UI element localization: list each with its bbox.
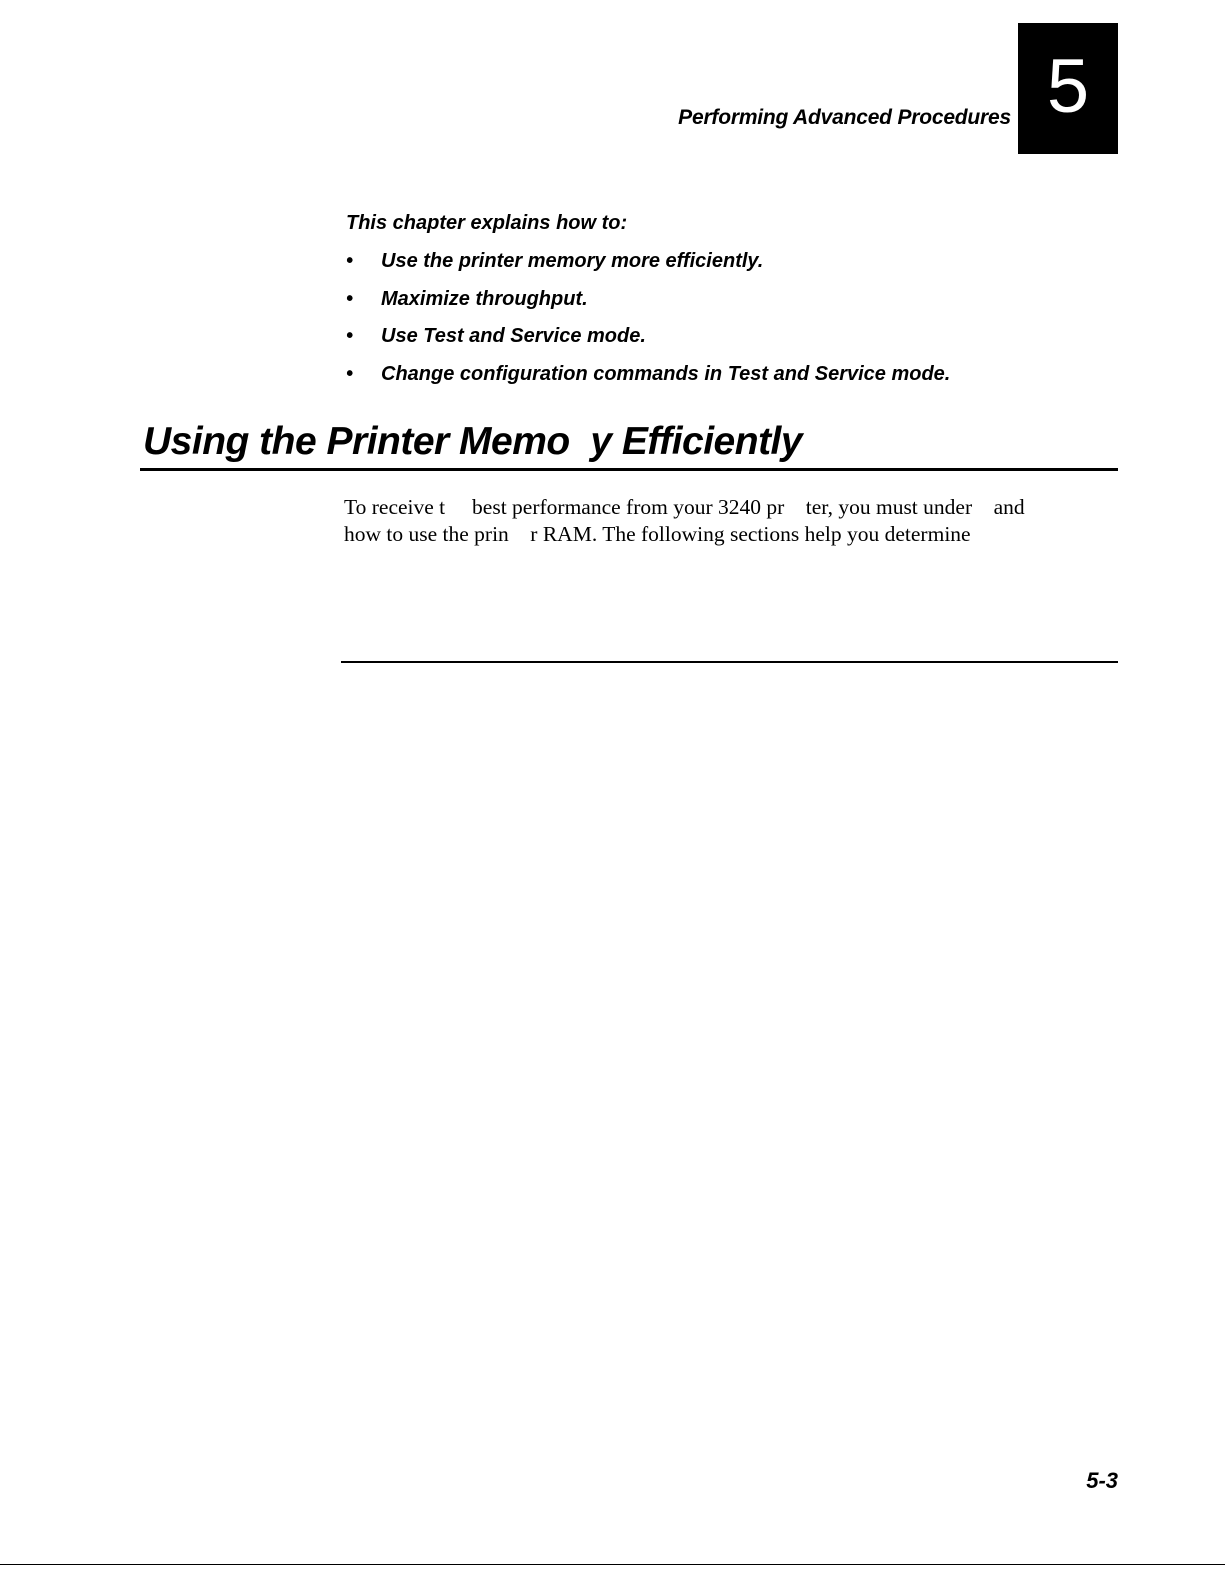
- bullet-icon: •: [346, 250, 354, 272]
- list-item-text: Change configuration commands in Test and Service mode.: [381, 362, 951, 385]
- list-item: [346, 363, 950, 401]
- section-heading-rule: [140, 468, 1118, 471]
- list-item-text: Maximize throughput.: [381, 287, 588, 310]
- list-item-text: Use Test and Service mode.: [381, 325, 646, 347]
- list-item: [346, 288, 950, 326]
- running-header-title: Performing Advanced Procedures: [678, 106, 1011, 129]
- page-bottom-rule: [0, 1564, 1225, 1565]
- chapter-number-tab: 5: [1018, 23, 1118, 154]
- bullet-icon: •: [346, 325, 354, 347]
- chapter-objectives-list: [346, 250, 950, 400]
- section-divider-rule: [341, 661, 1118, 663]
- list-item: [346, 325, 950, 363]
- page-number: 5-3: [1086, 1468, 1118, 1493]
- list-item-text: Use the printer memory more efficiently.: [381, 250, 764, 272]
- list-item: [346, 250, 950, 288]
- body-line: how to use the prin r RAM. The following sections help you determine: [344, 522, 971, 546]
- body-line: To receive t best performance from your 3240 pr ter, you must under and: [344, 495, 1025, 519]
- section-body-paragraph: [344, 494, 1119, 548]
- bullet-icon: •: [346, 287, 354, 310]
- section-heading: Using the Printer Memo y Efficiently: [143, 420, 803, 463]
- bullet-icon: •: [346, 362, 354, 385]
- chapter-intro-lead: This chapter explains how to:: [346, 212, 628, 234]
